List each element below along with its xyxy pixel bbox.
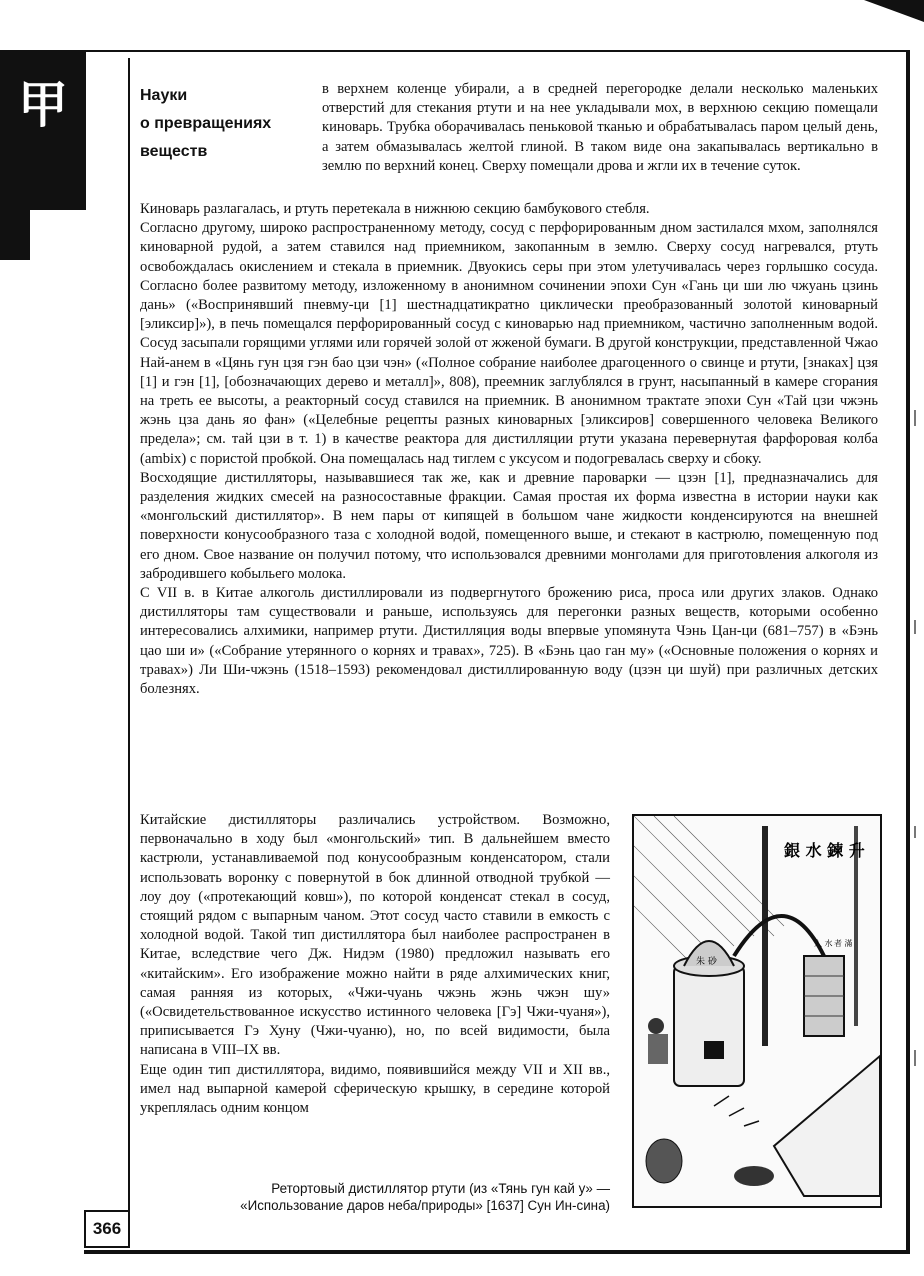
page-corner-fold (864, 0, 924, 22)
paragraph: Еще один тип дистиллятора, видимо, появившийся между VII и XII вв., имел над выпарной камерой сферическую крышку, в середине которой укреплялась одним концом (140, 1061, 610, 1117)
paragraph-block-left (140, 811, 610, 1118)
distiller-drawing (634, 816, 880, 1206)
vessel-label: 朱 砂 (696, 957, 717, 967)
side-label: 入 水 (814, 939, 833, 948)
vertical-rule (128, 58, 130, 1240)
margin-mark (914, 826, 916, 838)
sidebar-black-block (0, 50, 86, 210)
margin-mark (914, 410, 916, 426)
paragraph: Согласно другому, широко распространенному методу, сосуд с перфорированным дном застилался мхом, заполнялся киноварной рудой, а затем ставился над приемником, закопанным в землю. Сверху сосуд нагревался, ртуть освобождалась окислением и стекала в приемник. Двуокись серы при этом улетучивалась через горлышко сосуда. Согласно более развитому методу, изложенному в анонимном сочинении эпохи Сун «Гань ци ши лю чжуань цзинь дань» («Воспринявший пневму-ци [1] шестнадцатикратно циклически преобразованный золотой киноварный [эликсир]»), в печь помещался перфорированный сосуд с киноварью над приемником, частично заполненным водой. Сосуд засыпали горящими углями или горячей золой от жженой бумаги. В другой конструкции, представленной Чжао Най-анем в «Цянь гун цзя гэн бао цзи чэн» («Полное собрание наиболее драгоценного о свинце и ртути, [знаках] цзя [1] и гэн [1], [обозначающих дерево и металл]», 808), преемник заглублялся в грунт, насыпанный в камере сгорания на треть ее высоты, а реакторный сосуд ставился на приемник. В анонимном трактате эпохи Сун «Тай цзи чжэнь жэнь цза дань яо фан» («Целебные рецепты разных киноварных [эликсиров] совершенного человека Великого предела»; см. тай цзи в т. 1) в качестве реактора для дистилляции ртути указана перевернутая фарфоровая колба (ambix) с пористой пробкой. Она помещалась над тиглем с уксусом и подогревалась сверху и сбоку. (140, 220, 878, 467)
illustration-inscription: 銀 水 鍊 升 (784, 841, 865, 860)
section-title-line: о превращениях (140, 115, 272, 132)
paragraph-block-main (140, 200, 878, 699)
paragraph: Китайские дистилляторы различались устройством. Возможно, первоначально в ходу был «монгольский» тип. В дальнейшем вместо кастрюли, устанавливаемой под конусообразным конденсатором, стали использовать воронку с повернутой в бок длинной отводной трубкой — лоу доу («протекающий ковш»), по которой конденсат стекал в сосуд, стоящий рядом с выпарным чаном. Этот сосуд часто ставили в емкость с холодной водой. Такой тип дистиллятора был наиболее распространен в Китае, вследствие чего Дж. Нидэм (1980) предложил называть его «китайским». Его изображение можно найти в ряде алхимических книг, самая ранняя из которых, «Чжи-чуань чжэнь жэнь чжэн шу» («Освидетельствованное искусство истинного человека [Гэ] Чжи-чуаня»), приписывается Гэ Хуну (Чжи-чуаню), но, по всей видимости, была написана в VIII–IX вв. (140, 812, 610, 1059)
distiller-illustration (632, 814, 882, 1208)
section-title (140, 82, 310, 166)
paragraph: Восходящие дистилляторы, называвшиеся так же, как и древние пароварки — цзэн [1], предназначались для разделения жидких смесей на разносоставные фракции. Самая простая их форма известна в истории науки как «монгольский дистиллятор». В нем пары от кипящей в большом чане жидкости конденсируются на внешней поверхности конусообразного таза с холодной водой, помещенного выше, и стекают в кастрюлю, помещенную под его дном. Свое название он получил потому, что использовался древними монголами для приготовления алкоголя из забродившего кобыльего молока. (140, 469, 878, 582)
paragraph-top (322, 80, 878, 176)
page-number: 366 (84, 1210, 130, 1248)
sidebar-black-tail (0, 210, 30, 260)
sidebar-glyph: 甲 (18, 77, 68, 133)
side-label: 者 滿 (834, 939, 853, 948)
sidebar-strip (0, 50, 86, 1246)
caption-line: «Использование даров неба/природы» [1637] Сун Ин-сина) (240, 1198, 610, 1213)
margin-mark (914, 1050, 916, 1066)
figure-caption (140, 1180, 610, 1214)
margin-mark (914, 620, 916, 634)
paragraph: в верхнем коленце убирали, а в средней перегородке делали несколько маленьких отверстий для стекания ртути и на нее укладывали мох, в верхнюю секцию помещали киноварь. Трубка оборачивалась пеньковой тканью и обрабатывалась паром целый день, а затем обмазывалась желтой глиной. В таком виде она закапывалась вертикально в землю по верхний конец. Сверху помещали дрова и жгли их в течение суток. (322, 81, 878, 174)
section-title-line: Науки (140, 87, 188, 104)
paragraph: Киноварь разлагалась, и ртуть перетекала в нижнюю секцию бамбукового стебля. (140, 201, 650, 217)
section-title-line: веществ (140, 143, 208, 160)
paragraph: С VII в. в Китае алкоголь дистиллировали из подвергнутого брожению риса, проса или других злаков. Однако дистилляторы там существовали и раньше, используясь для перегонки разных веществ, которыми особенно интересовались алхимики, например ртути. Дистилляция воды впервые упомянута Чэнь Цан-ци (681–757) в «Бэнь цао ши и» («Собрание утерянного о корнях и травах», 725). В «Бэнь цао ган му» («Основные положения о корнях и травах») Ли Ши-чжэнь (1518–1593) рекомендовал дистиллированную воду (цзэн ци шуй) при различных детских болезнях. (140, 585, 878, 698)
caption-line: Ретортовый дистиллятор ртути (из «Тянь гун кай у» — (271, 1181, 610, 1196)
